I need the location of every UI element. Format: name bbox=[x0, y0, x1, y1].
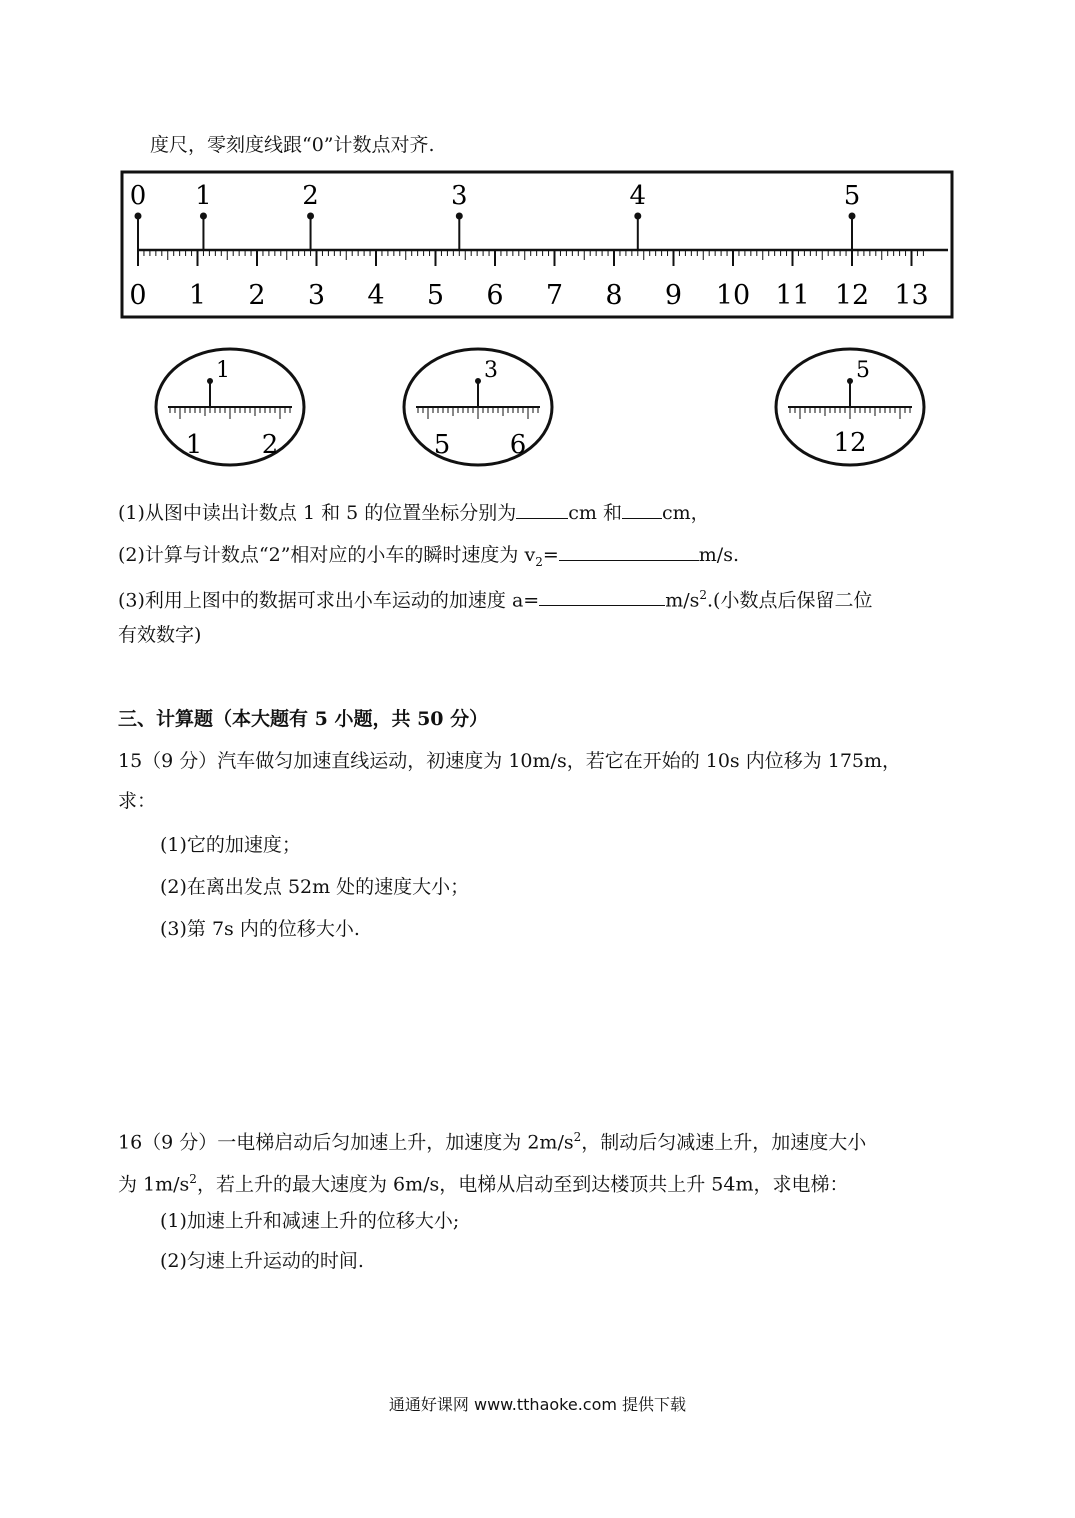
count-point-label: 4 bbox=[629, 181, 647, 211]
p16-sup-2: 2 bbox=[189, 1172, 197, 1186]
section-3-heading: 三、计算题（本大题有 5 小题，共 50 分） bbox=[118, 708, 489, 730]
q1-blank-1[interactable] bbox=[516, 498, 568, 519]
magnifier-left-label: 1 bbox=[185, 430, 203, 460]
ruler-scale-label: 6 bbox=[486, 280, 504, 311]
q3-blank[interactable] bbox=[539, 585, 665, 606]
ruler-scale-label: 9 bbox=[664, 280, 683, 311]
q1-text-c: cm， bbox=[661, 502, 710, 524]
ruler-scale-label: 11 bbox=[775, 280, 810, 311]
q2-text-a: (2)计算与计数点“2”相对应的小车的瞬时速度为 v bbox=[118, 544, 536, 566]
ruler-scale-label: 8 bbox=[605, 280, 623, 311]
ruler-frame bbox=[122, 172, 952, 317]
problem-16-part-1: (1)加速上升和减速上升的位移大小; bbox=[160, 1210, 460, 1232]
ruler-scale-label: 5 bbox=[426, 280, 445, 311]
count-point-label: 0 bbox=[129, 181, 147, 211]
q1-text-b: cm 和 bbox=[568, 502, 622, 524]
ruler-figure bbox=[118, 168, 958, 323]
magnifier-point-label: 3 bbox=[484, 358, 498, 383]
problem-16-line-2 bbox=[118, 1166, 848, 1197]
ruler-scale-label: 7 bbox=[545, 280, 564, 311]
q2-text-b: = bbox=[542, 544, 559, 566]
problem-15-part-3: (3)第 7s 内的位移大小. bbox=[160, 918, 360, 940]
ruler-scale-label: 10 bbox=[715, 280, 751, 311]
count-point-label: 2 bbox=[302, 181, 319, 211]
p16-sup-1: 2 bbox=[573, 1130, 582, 1144]
problem-15-part-1: (1)它的加速度； bbox=[160, 834, 301, 856]
p16-line1-a: 16（9 分）一电梯启动后匀加速上升，加速度为 2m/s bbox=[118, 1131, 574, 1154]
p16-line2-b: ，若上升的最大速度为 6m/s，电梯从启动至到达楼顶共上升 54m，求电梯： bbox=[196, 1173, 849, 1196]
question-3-continued: 有效数字) bbox=[118, 624, 202, 646]
magnifier-point-label: 5 bbox=[856, 358, 870, 383]
q1-text-a: (1)从图中读出计数点 1 和 5 的位置坐标分别为 bbox=[118, 502, 517, 524]
q2-text-c: m/s. bbox=[698, 544, 739, 566]
q2-subscript: 2 bbox=[535, 554, 543, 569]
problem-15-part-2: (2)在离出发点 52m 处的速度大小； bbox=[160, 876, 470, 898]
footer: 通通好课网 www.tthaoke.com 提供下载 bbox=[388, 1395, 687, 1414]
ruler-scale-label: 12 bbox=[834, 280, 870, 311]
problem-15-line-2: 求： bbox=[118, 790, 157, 812]
q3-text-c: .(小数点后保留二位 bbox=[707, 589, 873, 612]
magnifier-right-label: 2 bbox=[261, 430, 279, 460]
count-point-label: 3 bbox=[451, 181, 468, 211]
magnifier-point-label: 1 bbox=[216, 358, 230, 383]
ruler-scale-label: 3 bbox=[307, 280, 326, 311]
magnifier-left-label: 5 bbox=[433, 430, 451, 460]
ruler-scale-label: 2 bbox=[248, 280, 266, 311]
ruler-scale-label: 0 bbox=[129, 280, 147, 311]
count-point-label: 5 bbox=[843, 181, 861, 211]
ruler-scale-label: 1 bbox=[188, 280, 207, 311]
q2-blank[interactable] bbox=[559, 540, 699, 561]
magnifier-right-label: 6 bbox=[509, 430, 527, 460]
p16-line1-b: ，制动后匀减速上升，加速度大小 bbox=[581, 1131, 867, 1154]
ruler-scale-label: 4 bbox=[367, 280, 385, 311]
q1-blank-2[interactable] bbox=[622, 498, 662, 519]
problem-16-line-1 bbox=[118, 1124, 866, 1155]
question-3 bbox=[118, 582, 872, 613]
magnifier-bottom-label: 12 bbox=[833, 428, 867, 458]
intro-text: 度尺，零刻度线跟“0”计数点对齐. bbox=[150, 134, 435, 156]
q3-text-b: m/s bbox=[665, 589, 700, 612]
problem-15-line-1: 15（9 分）汽车做匀加速直线运动，初速度为 10m/s，若它在开始的 10s 内位移为 175m， bbox=[118, 750, 902, 772]
question-1 bbox=[118, 498, 710, 526]
q3-superscript: 2 bbox=[699, 588, 708, 602]
magnifier-figures bbox=[150, 345, 940, 475]
question-2 bbox=[118, 540, 739, 575]
ruler-scale-label: 13 bbox=[894, 280, 929, 311]
p16-line2-a: 为 1m/s bbox=[118, 1173, 190, 1196]
problem-16-part-2: (2)匀速上升运动的时间. bbox=[160, 1250, 364, 1272]
count-point-label: 1 bbox=[195, 181, 212, 211]
q3-text-a: (3)利用上图中的数据可求出小车运动的加速度 a= bbox=[118, 589, 540, 612]
